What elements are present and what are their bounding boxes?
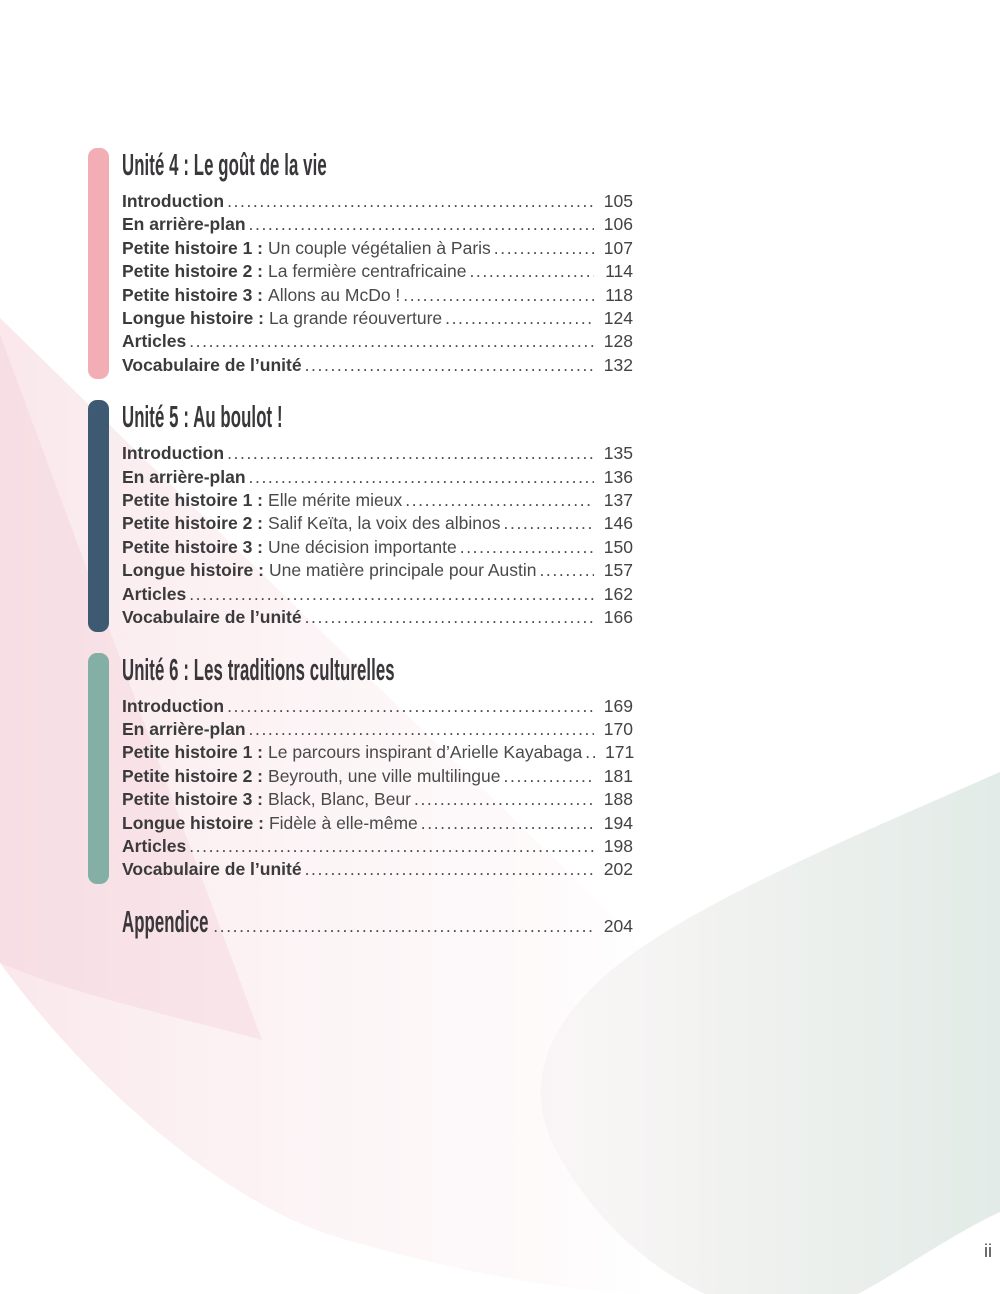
toc-section — [88, 653, 633, 882]
entry-page-number: 150 — [603, 536, 633, 557]
entry-page-number: 105 — [603, 191, 633, 211]
entry-page-number: 107 — [603, 237, 633, 258]
section-title: Unité 5 : Au boulot ! — [122, 399, 283, 435]
toc-entry — [122, 489, 633, 512]
entry-subtitle: Le parcours inspirant d’Arielle Kayabaga — [268, 742, 583, 763]
toc-entry — [122, 354, 633, 377]
leader-dots — [305, 354, 594, 377]
toc-entry — [122, 788, 633, 811]
entry-subtitle: Black, Blanc, Beur — [268, 789, 411, 810]
section-title: Unité 6 : Les traditions culturelles — [122, 651, 395, 687]
toc-entry — [122, 858, 633, 881]
toc-entry — [122, 237, 633, 260]
entry-page-number: 162 — [603, 583, 633, 604]
leader-dots — [445, 307, 594, 330]
entry-label: Articles — [122, 331, 187, 352]
entry-page-number: 181 — [603, 765, 633, 786]
entry-label: Petite histoire 2 : — [122, 261, 264, 282]
toc-entry — [122, 307, 633, 330]
entry-label: Longue histoire : — [122, 812, 264, 833]
toc-entry — [122, 718, 633, 741]
leader-dots — [305, 858, 594, 881]
leader-dots — [405, 489, 594, 512]
entry-page-number: 135 — [603, 443, 633, 464]
entry-label: Petite histoire 2 : — [122, 765, 264, 786]
appendix-page-number: 204 — [603, 915, 633, 936]
entry-label: Petite histoire 3 : — [122, 536, 264, 557]
leader-dots — [585, 741, 595, 764]
entry-label: Vocabulaire de l’unité — [122, 859, 302, 880]
leader-dots — [227, 695, 594, 718]
leader-dots — [494, 237, 594, 260]
section-color-bar — [88, 148, 109, 379]
entry-subtitle: La grande réouverture — [268, 308, 443, 329]
toc-entry — [122, 583, 633, 606]
leader-dots — [249, 718, 594, 741]
entry-page-number: 136 — [603, 466, 633, 487]
leader-dots — [460, 536, 594, 559]
entry-page-number: 202 — [603, 859, 633, 880]
leader-dots — [504, 765, 594, 788]
section-color-bar — [88, 400, 109, 631]
leader-dots — [469, 260, 594, 283]
leader-dots — [213, 916, 594, 937]
leader-dots — [249, 213, 594, 236]
toc-entry — [122, 190, 633, 213]
leader-dots — [539, 559, 594, 582]
entry-subtitle: La fermière centrafricaine — [268, 261, 467, 282]
leader-dots — [189, 835, 594, 858]
entry-page-number: 157 — [603, 560, 633, 581]
leader-dots — [227, 442, 594, 465]
entry-page-number: 118 — [605, 284, 633, 305]
toc-entry — [122, 260, 633, 283]
leader-dots — [403, 284, 594, 307]
section-entries — [122, 190, 633, 377]
entry-label: Petite histoire 3 : — [122, 789, 264, 810]
toc-entry — [122, 765, 633, 788]
toc-entry — [122, 330, 633, 353]
toc-entry — [122, 606, 633, 629]
entry-label: En arrière-plan — [122, 718, 246, 739]
toc-section — [88, 148, 633, 377]
entry-subtitle: Elle mérite mieux — [268, 490, 403, 511]
entry-page-number: 188 — [603, 789, 633, 810]
entry-label: En arrière-plan — [122, 466, 246, 487]
entry-subtitle: Beyrouth, une ville multilingue — [268, 765, 501, 786]
entry-page-number: 137 — [603, 490, 633, 511]
toc-entry — [122, 695, 633, 718]
leader-dots — [504, 512, 594, 535]
entry-page-number: 198 — [603, 835, 633, 856]
entry-label: Articles — [122, 835, 187, 856]
entry-page-number: 124 — [603, 308, 633, 329]
toc-entry — [122, 466, 633, 489]
entry-page-number: 194 — [603, 812, 633, 833]
entry-label: En arrière-plan — [122, 214, 246, 235]
toc-entry — [122, 559, 633, 582]
entry-label: Introduction — [122, 191, 225, 211]
entry-subtitle: Un couple végétalien à Paris — [268, 237, 491, 258]
toc-entry — [122, 835, 633, 858]
appendix-title: Appendice — [122, 903, 209, 939]
entry-label: Introduction — [122, 443, 225, 464]
entry-label: Petite histoire 1 : — [122, 490, 264, 511]
toc-entry — [122, 536, 633, 559]
toc-entry — [122, 512, 633, 535]
leader-dots — [189, 330, 594, 353]
section-entries — [122, 695, 633, 882]
toc-entry — [122, 213, 633, 236]
entry-label: Petite histoire 1 : — [122, 742, 264, 763]
entry-subtitle: Salif Keïta, la voix des albinos — [268, 513, 501, 534]
toc-sections — [88, 148, 633, 882]
toc-entry — [122, 284, 633, 307]
entry-subtitle: Fidèle à elle-même — [268, 812, 418, 833]
leader-dots — [189, 583, 594, 606]
entry-label: Vocabulaire de l’unité — [122, 354, 302, 375]
entry-subtitle: Allons au McDo ! — [268, 284, 401, 305]
section-color-bar — [88, 653, 109, 884]
toc-entry — [122, 812, 633, 835]
entry-label: Vocabulaire de l’unité — [122, 607, 302, 628]
appendix-row — [88, 905, 633, 939]
entry-label: Articles — [122, 583, 187, 604]
leader-dots — [305, 606, 594, 629]
leader-dots — [227, 190, 594, 213]
section-entries — [122, 442, 633, 629]
entry-subtitle: Une décision importante — [268, 536, 457, 557]
toc-section — [88, 400, 633, 629]
entry-label: Longue histoire : — [122, 308, 264, 329]
leader-dots — [421, 812, 594, 835]
entry-label: Petite histoire 2 : — [122, 513, 264, 534]
entry-subtitle: Une matière principale pour Austin — [268, 560, 537, 581]
entry-page-number: 106 — [603, 214, 633, 235]
entry-page-number: 128 — [603, 331, 633, 352]
table-of-contents — [88, 148, 633, 939]
entry-page-number: 170 — [603, 718, 633, 739]
entry-label: Petite histoire 3 : — [122, 284, 264, 305]
entry-label: Introduction — [122, 695, 225, 716]
entry-label: Petite histoire 1 : — [122, 237, 264, 258]
toc-entry — [122, 442, 633, 465]
entry-page-number: 171 — [605, 742, 635, 763]
entry-page-number: 114 — [605, 261, 633, 282]
entry-page-number: 166 — [603, 607, 633, 628]
entry-label: Longue histoire : — [122, 560, 264, 581]
leader-dots — [414, 788, 594, 811]
leader-dots — [249, 466, 594, 489]
entry-page-number: 146 — [603, 513, 633, 534]
page-folio: ii — [984, 1241, 992, 1261]
entry-page-number: 132 — [603, 354, 633, 375]
entry-page-number: 169 — [603, 695, 633, 716]
toc-entry — [122, 741, 633, 764]
section-title: Unité 4 : Le goût de la vie — [122, 147, 327, 182]
